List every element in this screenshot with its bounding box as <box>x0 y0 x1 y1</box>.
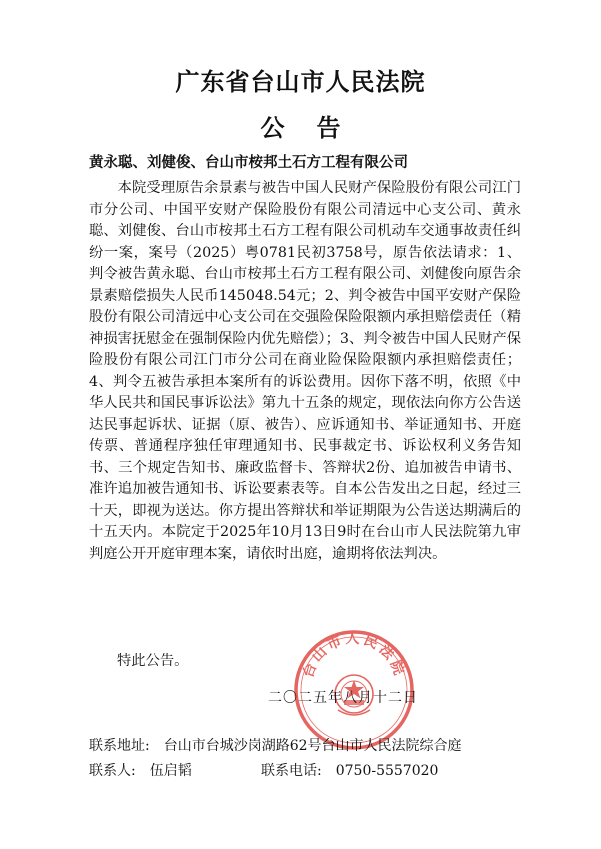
court-name-heading: 广东省台山市人民法院 <box>175 68 426 96</box>
svg-text:台山市人民法院 <box>299 631 408 680</box>
contact-address-label: 联系地址: <box>89 738 150 754</box>
contact-person-label: 联系人: <box>89 763 136 779</box>
closing-line: 特此公告。 <box>117 653 189 669</box>
contact-person-value: 伍启韬 <box>149 763 192 779</box>
document-title: 公告 <box>260 114 373 142</box>
issue-date: 二〇二五年八月十二日 <box>268 690 418 706</box>
contact-phone-row <box>261 760 438 780</box>
notice-body-paragraph: 本院受理原告余景素与被告中国人民财产保险股份有限公司江门市分公司、中国平安财产保险股份有限公司清远中心支公司、黄永聪、刘健俊、台山市桉邦土石方工程有限公司机动车交通事故责任纠纷一案，案号（2025）粤0781民初3758号，原告依法请求：1、判令被告黄永聪、台山市桉邦土石方工程有限公司、刘健俊向原告余景素赔偿损失人民币145048.54元；2、判令被告中国平安财产保险股份有限公司清远中心支公司在交强险保险限额内承担赔偿责任（精神损害抚慰金在强制保险内优先赔偿）；3、判令被告中国人民财产保险股份有限公司江门市分公司在商业险保险限额内承担赔偿责任；4、判令五被告承担本案所有的诉讼费用。因你下落不明，依照《中华人民共和国民事诉讼法》第九十五条的规定，现依法向你方公告送达民事起诉状、证据（原、被告）、应诉通知书、举证通知书、开庭传票、普通程序独任审理通知书、民事裁定书、诉讼权利义务告知书、三个规定告知书、廉政监督卡、答辩状2份、追加被告申请书、准许追加被告通知书、诉讼要素表等。自本公告发出之日起，经过三十天，即视为送达。你方提出答辩状和举证期限为公告送达期满后的十五天内。本院定于2025年10月13日9时在台山市人民法院第九审判庭公开开庭审理本案，请依时出庭，逾期将依法判决。 <box>89 180 521 562</box>
addressee-line: 黄永聪、刘健俊、台山市桉邦土石方工程有限公司 <box>89 155 408 171</box>
contact-phone-label: 联系电话: <box>261 763 322 779</box>
contact-address-value: 台山市台城沙岗湖路62号台山市人民法院综合庭 <box>163 738 462 754</box>
contact-address-row <box>89 735 462 755</box>
notice-body <box>89 178 521 565</box>
seal-text: 台山市人民法院 <box>300 631 408 681</box>
contact-phone-value: 0750-5557020 <box>335 763 439 779</box>
contact-person-row <box>89 760 192 780</box>
